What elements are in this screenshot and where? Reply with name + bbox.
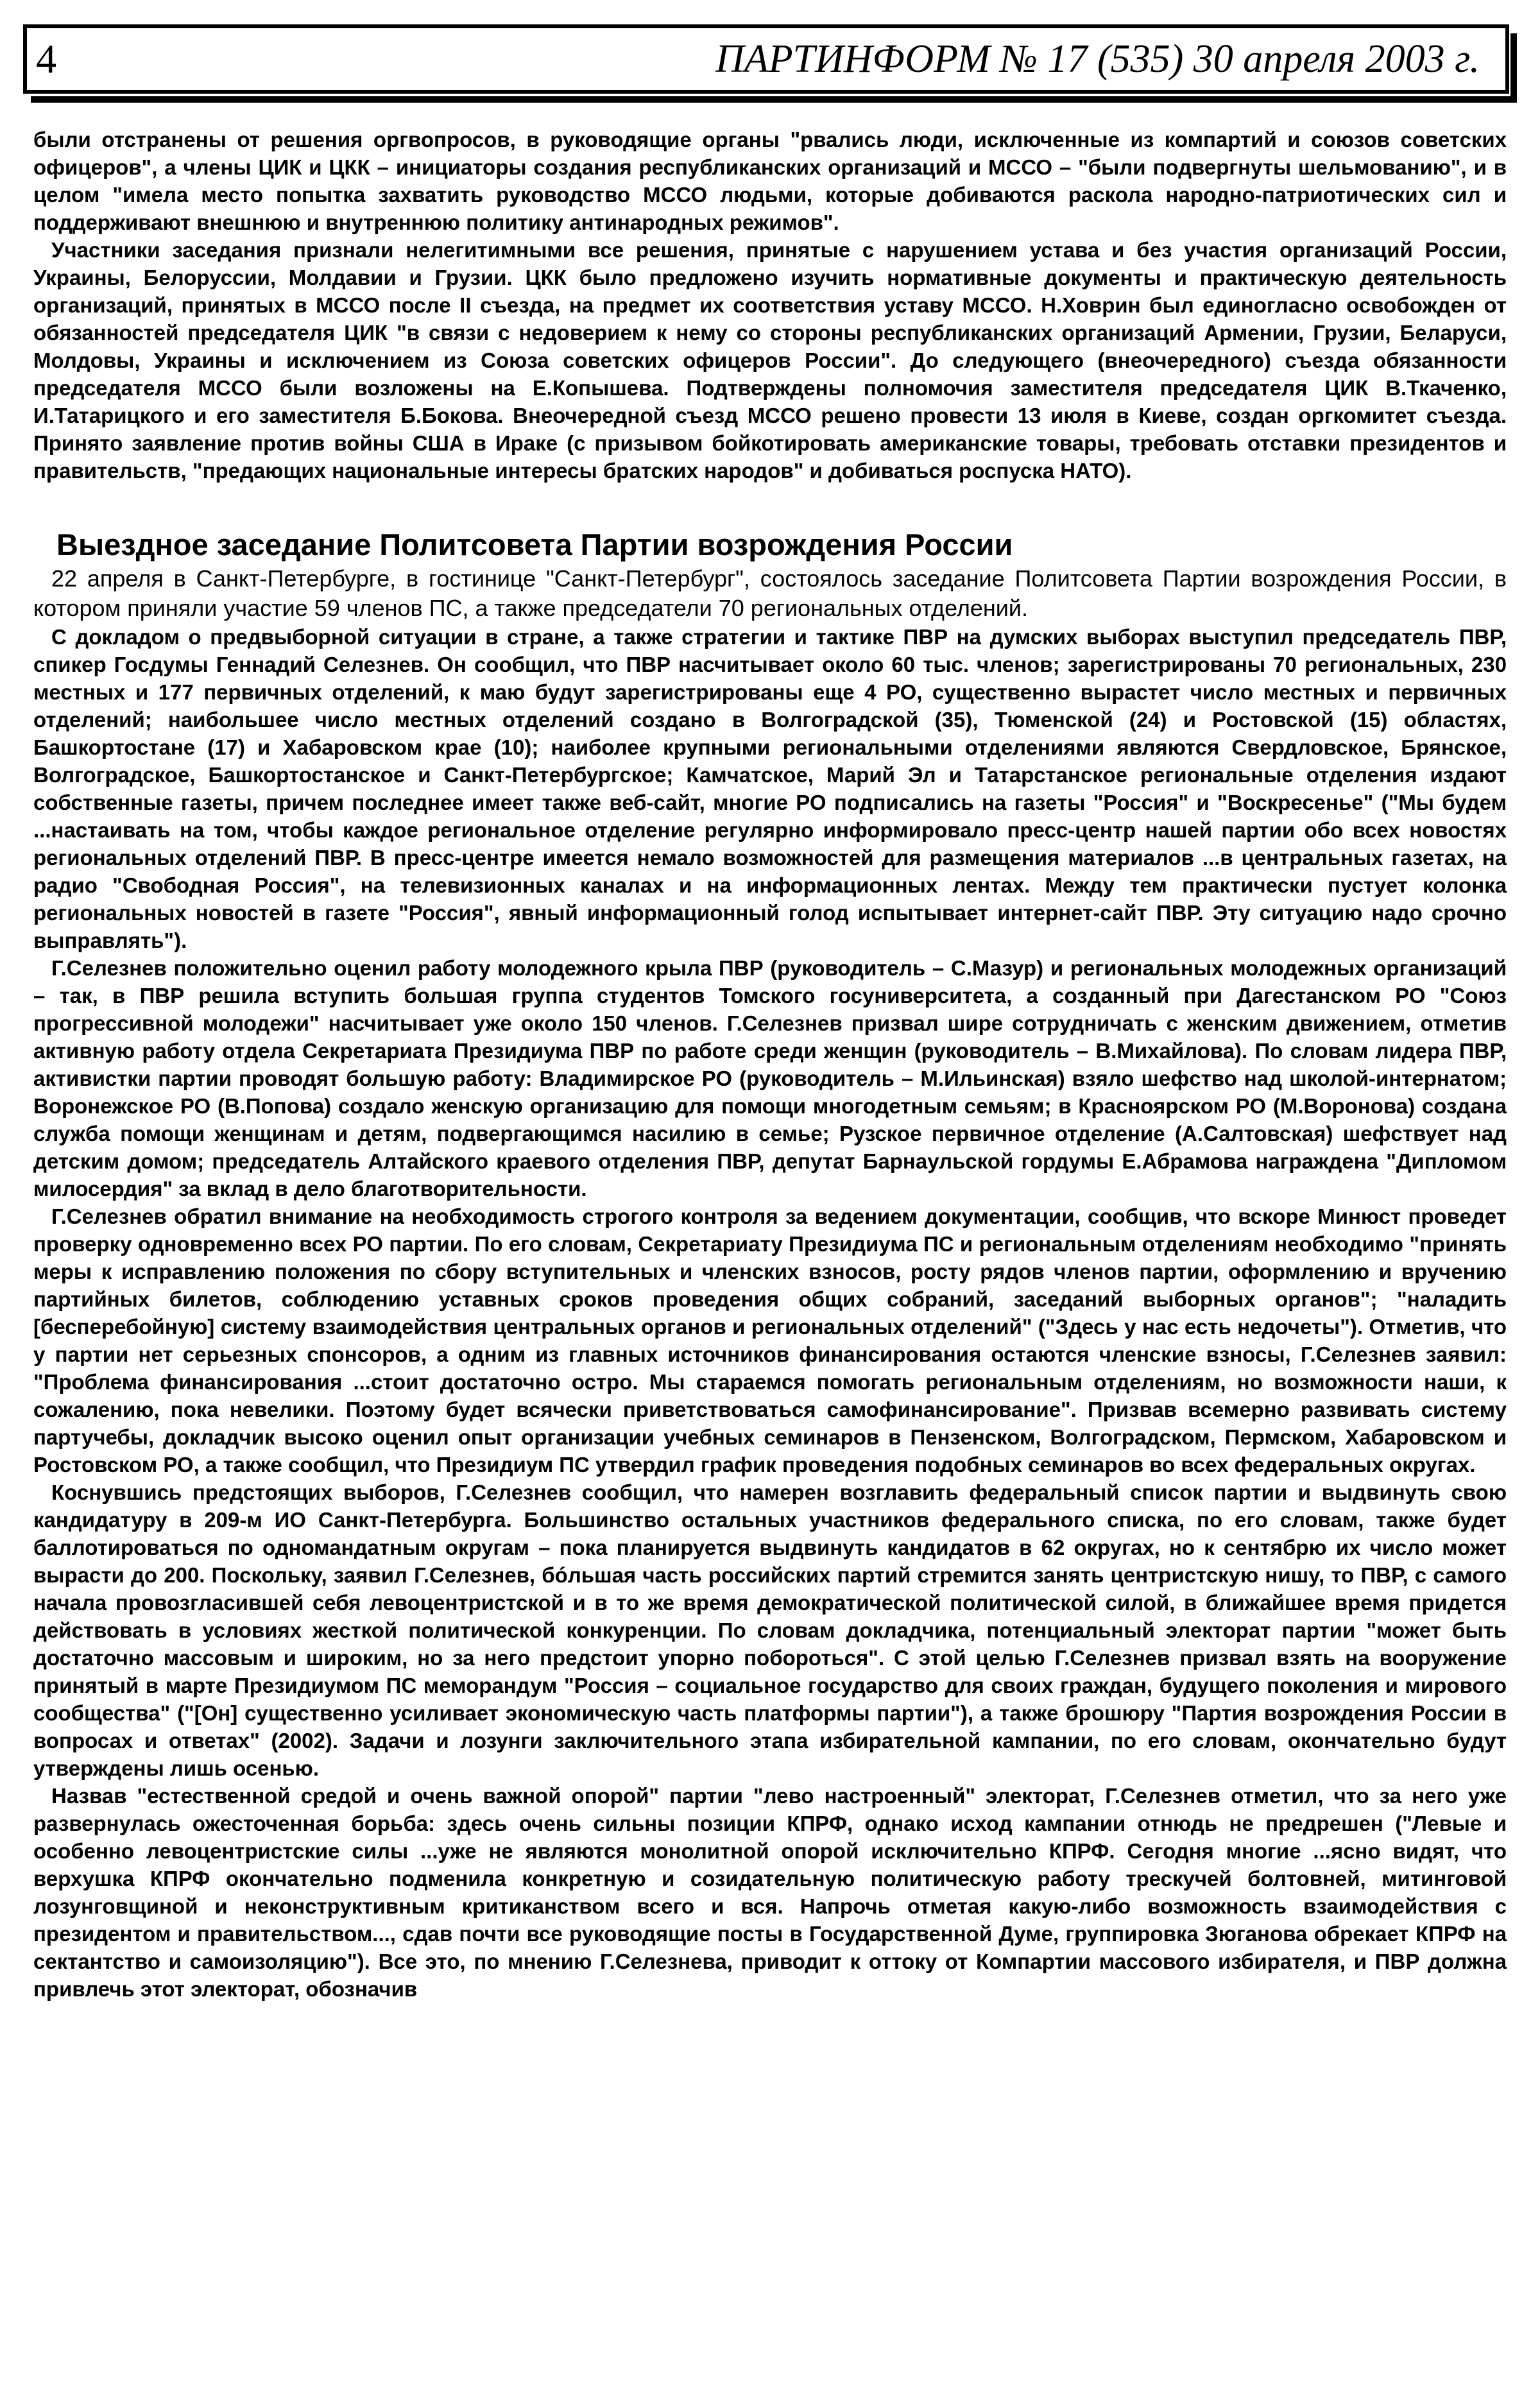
body-paragraph-5: Назвав "естественной средой и очень важной опорой" партии "лево настроенный" электорат, Г.Селезнев отметил, что за него уже развернулась ожесточенная борьба: здесь очень сильны позиции КПРФ, однако исход кампании отнюдь не предрешен ("Левые и особенно левоцентристские силы ...уже не являются монолитной опорой исключительно КПРФ. Сегодня многие ...ясно видят, что верхушка КПРФ окончательно подменила конкретную и созидательную политическую работу трескучей болтовней, митинговой лозунговщиной и неконструктивным критиканством всего и вся. Напрочь отметая какую-либо возможность взаимодействия с президентом и правительством..., сдав почти все руководящие посты в Государственной Думе, группировка Зюганова обрекает КПРФ на сектантство и самоизоляцию"). Все это, по мнению Г.Селезнева, приводит к оттоку от Компартии массового избирателя, и ПВР должна привлечь этот электорат, обозначив: [33, 1784, 1507, 2001]
body-paragraph-1: С докладом о предвыборной ситуации в стране, а также стратегии и тактике ПВР на думских выборах выступил председатель ПВР, спикер Госдумы Геннадий Селезнев. Он сообщил, что ПВР насчитывает около 60 тыс. членов; зарегистрированы 70 региональных, 230 местных и 177 первичных отделений, к маю будут зарегистрированы еще 4 РО, существенно вырастет число местных и первичных отделений; наибольшее число местных отделений создано в Волгоградской (35), Тюменской (24) и Ростовской (15) областях, Башкортостане (17) и Хабаровском крае (10); наиболее крупными региональными отделениями являются Свердловское, Брянское, Волгоградское, Башкортостанское и Санкт-Петербургское; Камчатское, Марий Эл и Татарстанское региональные отделения издают собственные газеты, причем последнее имеет также веб-сайт, многие РО подписались на газеты "Россия" и "Воскресенье" ("Мы будем ...настаивать на том, чтобы каждое региональное отделение регулярно информировало пресс-центр нашей партии обо всех новостях региональных отделений ПВР. В пресс-центре имеется немало возможностей для размещения материалов ...в центральных газетах, на радио "Свободная Россия", на телевизионных каналах и на информационных лентах. Между тем практически пустует колонка региональных новостей в газете "Россия", явный информационный голод испытывает интернет-сайт ПВР. Эту ситуацию надо срочно выправлять").: [33, 625, 1507, 952]
header-shadow-right: [1510, 33, 1517, 103]
intro-paragraph-2: Участники заседания признали нелегитимными все решения, принятые с нарушением устава и без участия организаций России, Украины, Белоруссии, Молдавии и Грузии. ЦКК было предложено изучить нормативные документы и практическую деятельность организаций, принятых в МССО после II съезда, на предмет их соответствия уставу МССО. Н.Ховрин был единогласно освобожден от обязанностей председателя ЦИК "в связи с недоверием к нему со стороны республиканских организаций Армении, Грузии, Беларуси, Молдовы, Украины и исключением из Союза советских офицеров России". До следующего (внеочередного) съезда обязанности председателя МССО были возложены на Е.Копышева. Подтверждены полномочия заместителя председателя ЦИК В.Ткаченко, И.Татарицкого и его заместителя Б.Бокова. Внеочередной съезд МССО решено провести 13 июля в Киеве, создан оргкомитет съезда. Принято заявление против войны США в Ираке (с призывом бойкотировать американские товары, требовать отставки президентов и правительств, "предающих национальные интересы братских народов" и добиваться роспуска НАТО).: [33, 238, 1507, 483]
body-paragraph-4: Коснувшись предстоящих выборов, Г.Селезнев сообщил, что намерен возглавить федеральный список партии и выдвинуть свою кандидатуру в 209-м ИО Санкт-Петербурга. Большинство остальных участников федерального списка, по его словам, также будет баллотироваться по одномандатным округам – пока планируется выдвинуть кандидатов в 62 округах, но к сентябрю их число может вырасти до 200. Поскольку, заявил Г.Селезнев, бóльшая часть российских партий стремится занять центристскую нишу, то ПВР, с самого начала провозгласившей себя левоцентристской и в то же время демократической политической силой, в ближайшее время придется действовать в условиях жесткой политической конкуренции. По словам докладчика, потенциальный электорат партии "может быть достаточно массовым и широким, но за него предстоит упорно побороться". С этой целью Г.Селезнев призвал взять на вооружение принятый в марте Президиумом ПС меморандум "Россия – социальное государство для своих граждан, будущего поколения и мирового сообщества" ("[Он] существенно усиливает экономическую часть платформы партии"), а также брошюру "Партия возрождения России в вопросах и ответах" (2002). Задачи и лозунги заключительного этапа избирательной кампании, по его словам, окончательно будут утверждены лишь осенью.: [33, 1480, 1507, 1780]
lead-paragraph: 22 апреля в Санкт-Петербурге, в гостинице "Санкт-Петербург", состоялось заседание Политсовета Партии возрождения России, в котором приняли участие 59 членов ПС, а также председатели 70 региональных отделений.: [33, 565, 1507, 621]
page-number: 4: [36, 36, 56, 81]
intro-paragraph-1: были отстранены от решения оргвопросов, в руководящие органы "рвались люди, исключенные из компартий и союзов советских офицеров", а члены ЦИК и ЦКК – инициаторы создания республиканских организаций и МССО – "были подвергнуты шельмованию", и в целом "имела место попытка захватить руководство МССО людьми, которые добиваются раскола народно-патриотических сил и поддерживают внешнюю и внутреннюю политику антинародных режимов".: [33, 128, 1507, 234]
body-paragraph-3: Г.Селезнев обратил внимание на необходимость строгого контроля за ведением документации, сообщив, что вскоре Минюст проведет проверку одновременно всех РО партии. По его словам, Секретариату Президиума ПС и региональным отделениям необходимо "принять меры к исправлению положения по сбору вступительных и членских взносов, росту рядов членов партии, оформлению и вручению партийных билетов, соблюдению уставных сроков проведения общих собраний, заседаний выборных органов"; "наладить [бесперебойную] систему взаимодействия центральных органов и региональных отделений" ("Здесь у нас есть недочеты"). Отметив, что у партии нет серьезных спонсоров, а одним из главных источников финансирования остаются членские взносы, Г.Селезнев заявил: "Проблема финансирования ...стоит достаточно остро. Мы стараемся помогать региональным отделениям, но возможности наши, к сожалению, пока невелики. Поэтому будет всячески приветствоваться самофинансирование". Призвав всемерно развивать систему партучебы, докладчик высоко оценил опыт организации учебных семинаров в Пензенском, Волгоградском, Пермском, Хабаровском и Ростовском РО, а также сообщил, что Президиум ПС утвердил график проведения подобных семинаров во всех федеральных округах.: [33, 1204, 1507, 1477]
publication-title: ПАРТИНФОРМ № 17 (535) 30 апреля 2003 г.: [715, 37, 1480, 81]
header-shadow-bottom: [31, 96, 1517, 103]
section-heading: Выездное заседание Политсовета Партии возрождения России: [56, 527, 1013, 561]
article-body: [33, 126, 1507, 2003]
page-header: [23, 24, 1509, 94]
body-paragraph-2: Г.Селезнев положительно оценил работу молодежного крыла ПВР (руководитель – С.Мазур) и региональных молодежных организаций – так, в ПВР решила вступить большая группа студентов Томского госуниверситета, а созданный при Дагестанском РО "Союз прогрессивной молодежи" насчитывает уже около 150 членов. Г.Селезнев призвал шире сотрудничать с женским движением, отметив активную работу отдела Секретариата Президиума ПВР по работе среди женщин (руководитель – В.Михайлова). По словам лидера ПВР, активистки партии проводят большую работу: Владимирское РО (руководитель – М.Ильинская) взяло шефство над школой-интернатом; Воронежское РО (В.Попова) создало женскую организацию для помощи многодетным семьям; в Красноярском РО (М.Воронова) создана служба помощи женщинам и детям, подвергающимся насилию в семье; Рузское первичное отделение (А.Салтовская) шефствует над детским домом; председатель Алтайского краевого отделения ПВР, депутат Барнаульской гордумы Е.Абрамова награждена "Дипломом милосердия" за вклад в дело благотворительности.: [33, 956, 1507, 1201]
